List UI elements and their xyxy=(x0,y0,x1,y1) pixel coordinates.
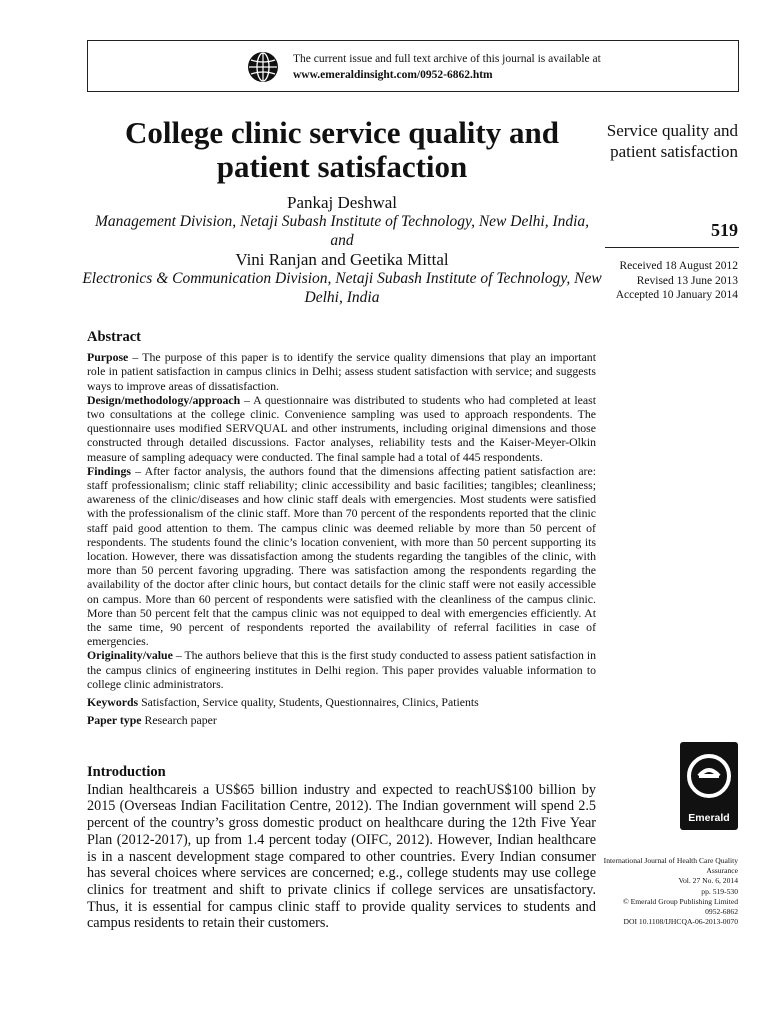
abstract-section xyxy=(87,330,596,727)
author-1: Pankaj Deshwal xyxy=(286,193,397,212)
journal-info xyxy=(600,856,738,927)
journal-url-link[interactable]: www.emeraldinsight.com/0952-6862.htm xyxy=(293,69,493,81)
side-divider xyxy=(605,247,739,248)
emerald-swirl-icon xyxy=(680,746,738,806)
papertype-paragraph xyxy=(87,713,596,727)
submission-dates xyxy=(600,259,738,303)
journal-publisher: © Emerald Group Publishing Limited xyxy=(622,896,738,906)
emerald-logo-text: Emerald xyxy=(688,812,730,824)
paper-title: College clinic service quality and patient satisfaction xyxy=(125,115,559,184)
running-title: Service quality and patient satisfaction xyxy=(606,121,738,161)
author-2: Vini Ranjan and Geetika Mittal xyxy=(235,250,449,269)
design-paragraph xyxy=(87,393,596,464)
papertype-label: Paper type xyxy=(87,713,142,728)
abstract-heading: Abstract xyxy=(87,329,141,345)
originality-label: Originality/value xyxy=(87,648,173,663)
archive-notice: The current issue and full text archive of this journal is available at xyxy=(293,53,601,65)
keywords-label: Keywords xyxy=(87,695,139,710)
received-date: Received 18 August 2012 xyxy=(619,260,738,272)
globe-icon xyxy=(247,51,279,83)
page-number: 519 xyxy=(711,220,738,240)
affiliation-1: Management Division, Netaji Subash Institute of Technology, New Delhi, India, and xyxy=(94,213,590,249)
journal-name: International Journal of Health Care Quality Assurance xyxy=(603,856,738,876)
journal-issn: 0952-6862 xyxy=(705,907,738,917)
keywords-text: Satisfaction, Service quality, Students, Questionnaires, Clinics, Patients xyxy=(138,695,479,710)
papertype-text: Research paper xyxy=(141,713,217,728)
purpose-text: – The purpose of this paper is to identify the service quality dimensions that play an important role in patient satisfaction in campus clinics in Delhi; assess student satisfaction with service; and suggests ways to improve areas of dissatisfaction. xyxy=(87,350,596,393)
journal-header-box xyxy=(87,40,739,92)
accepted-date: Accepted 10 January 2014 xyxy=(615,289,738,301)
author-block xyxy=(82,193,602,307)
purpose-paragraph xyxy=(87,350,596,393)
findings-paragraph xyxy=(87,464,596,649)
findings-label: Findings xyxy=(87,463,131,478)
revised-date: Revised 13 June 2013 xyxy=(636,274,738,287)
design-text: – A questionnaire was distributed to students who had completed at least two consultations at the college clinic. Convenience sampling was used to approach respondents. The questionnaire uses modified SERVQUAL and other instruments, including original dimensions and those constructed through detailed discussions. Factor analyses, reliability tests and the Kaiser-Meyer-Olkin measure of sampling adequacy were conducted. The final sample had a total of 445 respondents. xyxy=(87,392,596,464)
journal-pages: pp. 519-530 xyxy=(701,886,738,896)
purpose-label: Purpose xyxy=(87,350,129,365)
keywords-paragraph xyxy=(87,695,596,709)
findings-text: – After factor analysis, the authors found that the dimensions affecting patient satisfaction are: staff professionalism; clinic staff reliability; clinic accessibility and basic facilities; tangibles; cleanliness; awareness of the clinic/diseases and how clinic staff deals with emergencies. Most students were satisfied with the professionalism of the clinic staff. More than 70 percent of the respondents reported that the clinic staff paid good attention to them. The campus clinic was deemed reliable by more than 50 percent of respondents. The students found the clinic’s location convenient, with more than 50 percent supporting its location. However, there was dissatisfaction among the students regarding the tangibles of the clinic, with more than 50 percent favoring upgrading. There was satisfaction among the respondents regarding the availability of the doctor after clinic hours, but contact details for the clinic staff were not easily accessible on campus. More than 60 percent of respondents were satisfied with the cleanliness of the campus clinic. More than 50 percent felt that the campus clinic was not equipped to deal with emergencies efficiently. At the same time, 90 percent of respondents reported the availability of referral facilities in case of emergencies. xyxy=(87,463,596,649)
emerald-logo xyxy=(680,742,738,830)
journal-doi: DOI 10.1108/IJHCQA-06-2013-0070 xyxy=(623,917,738,927)
affiliation-2: Electronics & Communication Division, Netaji Subash Institute of Technology, New Delhi, India xyxy=(82,270,602,306)
originality-text: – The authors believe that this is the first study conducted to assess patient satisfaction in the campus clinics of engineering institutes in Delhi region. This paper provides valuable information to college clinic administrators. xyxy=(87,648,596,691)
journal-volume: Vol. 27 No. 6, 2014 xyxy=(678,876,738,886)
introduction-section xyxy=(87,764,596,932)
introduction-paragraph: Indian healthcareis a US$65 billion industry and expected to reachUS$100 billion by 2015 (Overseas Indian Facilitation Centre, 2012). The Indian government will spend 2.5 percent of the country’s gross domestic product on healthcare during the 12th Five Year Plan (2012-2017), up from 1.4 percent today (OIFC, 2012). However, Indian healthcare is in a nascent development stage compared to other countries. Every Indian consumer has several choices where services are concerned; e.g., college students may use college clinics for treatment and shift to private clinics if college services are unsatisfactory. Thus, it is essential for campus clinic staff to provide quality services to students and campus residents to retain their customers. xyxy=(87,781,596,932)
originality-paragraph xyxy=(87,648,596,691)
design-label: Design/methodology/approach xyxy=(87,392,241,407)
introduction-heading: Introduction xyxy=(87,764,166,780)
